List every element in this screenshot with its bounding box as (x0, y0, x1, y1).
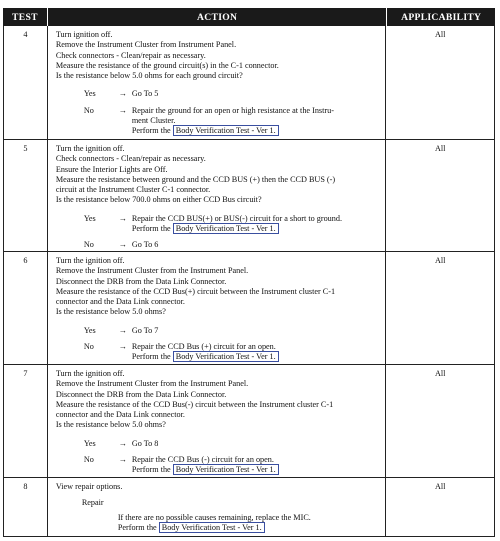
diagnostic-table (3, 8, 495, 537)
test-number: 5 (4, 140, 48, 251)
action-line: Remove the Instrument Cluster from the Instrument Panel. (55, 266, 249, 276)
applicability-cell: All (434, 256, 446, 265)
table-row (3, 140, 495, 252)
arrow-icon: → (118, 455, 127, 465)
repair-text-line (56, 523, 381, 533)
table-header (3, 8, 495, 26)
table-row (3, 26, 495, 140)
action-cell (48, 252, 387, 364)
test-number: 6 (4, 252, 48, 364)
no-text-line (132, 465, 381, 475)
action-line: Measure the resistance of the CCD Bus(-) circuit between the Instrument cluster C-1 (55, 399, 334, 409)
yes-label: Yes (83, 89, 96, 99)
table-row (3, 252, 495, 365)
perform-text: Perform the (131, 352, 173, 362)
action-cell (48, 140, 387, 251)
action-line: Disconnect the DRB from the Data Link Connector. (55, 389, 227, 399)
action-cell (48, 26, 387, 139)
action-line: Is the resistance below 5.0 ohms for each ground circuit? (55, 71, 243, 81)
action-line: Is the resistance below 5.0 ohms? (55, 307, 166, 317)
action-line: Measure the resistance of the CCD Bus(+) circuit between the Instrument cluster C-1 (55, 286, 336, 296)
action-line: Disconnect the DRB from the Data Link Connector. (55, 276, 227, 286)
no-text-line (132, 352, 381, 362)
test-number: 8 (4, 478, 48, 536)
yes-branch (56, 326, 381, 336)
repair-text: If there are no possible causes remaining, replace the MIC. (117, 512, 311, 522)
action-line: Measure the resistance between ground and the CCD BUS (+) then the CCD BUS (-) (55, 174, 336, 184)
yes-label: Yes (83, 213, 96, 223)
arrow-icon: → (118, 342, 127, 352)
header-action: ACTION (47, 8, 387, 26)
action-line: Is the resistance below 700.0 ohms on either CCD Bus circuit? (55, 195, 262, 205)
no-label: No (83, 342, 94, 352)
action-line: Remove the Instrument Cluster from the Instrument Panel. (55, 379, 249, 389)
action-line: connector and the Data Link connector. (55, 410, 185, 420)
arrow-icon: → (118, 438, 127, 448)
yes-branch (56, 214, 381, 235)
yes-branch (56, 439, 381, 449)
table-row (3, 365, 495, 478)
action-line: Is the resistance below 5.0 ohms? (55, 420, 166, 430)
no-text-line (132, 126, 381, 136)
action-line: Turn the ignition off. (55, 369, 125, 378)
arrow-icon: → (118, 89, 127, 99)
action-line: connector and the Data Link connector. (55, 297, 185, 307)
no-branch (56, 106, 381, 137)
yes-text (132, 214, 381, 235)
action-line: View repair options. (55, 482, 123, 491)
verification-test-link[interactable]: Body Verification Test - Ver 1. (173, 464, 279, 475)
applicability-cell: All (434, 144, 446, 153)
header-applicability: APPLICABILITY (386, 8, 495, 26)
action-line: Measure the resistance of the ground circuit(s) in the C-1 connector. (55, 60, 279, 70)
verification-test-link[interactable]: Body Verification Test - Ver 1. (173, 125, 279, 136)
no-branch (56, 342, 381, 363)
no-text: Go To 6 (131, 240, 159, 250)
test-number: 7 (4, 365, 48, 477)
verification-test-link[interactable]: Body Verification Test - Ver 1. (159, 522, 265, 533)
applicability-cell: All (434, 369, 446, 378)
no-label: No (83, 240, 94, 250)
no-text-line: ment Cluster. (131, 116, 176, 126)
repair-label: Repair (81, 498, 104, 508)
no-label: No (83, 105, 94, 115)
no-branch (56, 455, 381, 476)
arrow-icon: → (118, 325, 127, 335)
test-number: 4 (4, 26, 48, 139)
no-text (132, 342, 381, 363)
verification-test-link[interactable]: Body Verification Test - Ver 1. (173, 223, 279, 234)
arrow-icon: → (118, 213, 127, 223)
action-line: Turn the ignition off. (55, 144, 125, 153)
action-line: Check connectors - Clean/repair as necessary. (55, 50, 206, 60)
action-line: Check connectors - Clean/repair as necessary. (55, 154, 206, 164)
perform-text: Perform the (131, 465, 173, 475)
no-text-line: Repair the CCD Bus (-) circuit for an open. (131, 455, 274, 465)
yes-text: Go To 8 (131, 438, 159, 448)
yes-branch (56, 89, 381, 99)
action-cell (48, 478, 387, 536)
arrow-icon: → (118, 105, 127, 115)
action-line: Remove the Instrument Cluster from Instrument Panel. (55, 40, 237, 50)
perform-text: Perform the (131, 224, 173, 234)
no-text-line: Repair the ground for an open or high resistance at the Instru- (131, 105, 334, 115)
no-text (132, 455, 381, 476)
action-line: Turn ignition off. (55, 30, 113, 39)
perform-text: Perform the (117, 522, 159, 532)
arrow-icon: → (118, 240, 127, 250)
applicability-cell: All (434, 30, 446, 39)
no-text-line: Repair the CCD Bus (+) circuit for an open. (131, 342, 276, 352)
yes-label: Yes (83, 438, 96, 448)
table-row (3, 478, 495, 537)
yes-text: Go To 5 (131, 89, 159, 99)
perform-text: Perform the (131, 126, 173, 136)
yes-text: Go To 7 (131, 325, 159, 335)
header-test: TEST (12, 11, 38, 23)
yes-label: Yes (83, 325, 96, 335)
yes-text-line (132, 224, 381, 234)
action-line: circuit at the Instrument Cluster C-1 connector. (55, 185, 211, 195)
applicability-cell: All (434, 482, 446, 491)
action-cell (48, 365, 387, 477)
verification-test-link[interactable]: Body Verification Test - Ver 1. (173, 351, 279, 362)
no-text (132, 106, 381, 137)
action-line: Turn the ignition off. (55, 256, 125, 265)
no-branch (56, 240, 381, 250)
action-line: Ensure the Interior Lights are Off. (55, 164, 168, 174)
yes-text-line: Repair the CCD BUS(+) or BUS(-) circuit for a short to ground. (131, 213, 342, 223)
no-label: No (83, 455, 94, 465)
